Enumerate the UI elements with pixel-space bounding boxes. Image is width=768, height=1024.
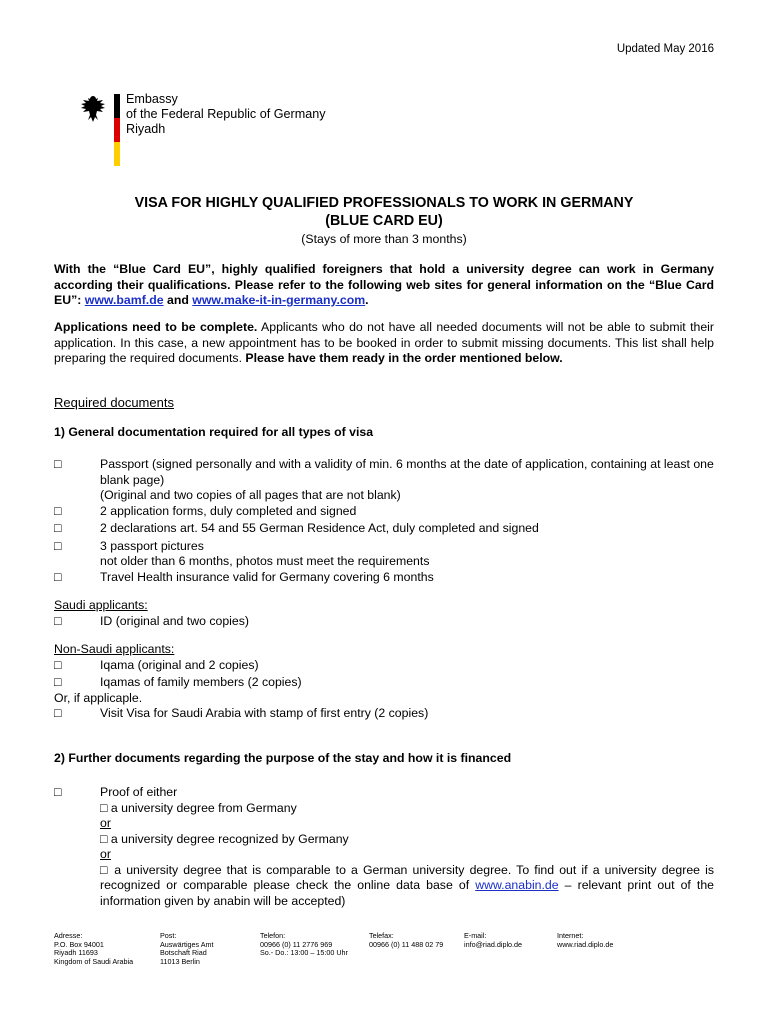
item-passport-note: (Original and two copies of all pages that are not blank) <box>100 488 401 502</box>
list-item <box>54 521 714 537</box>
checkbox-icon: □ <box>54 785 62 799</box>
letterhead-line-3: Riyadh <box>126 122 166 136</box>
section-2-heading: 2) Further documents regarding the purpose of the stay and how it is financed <box>54 751 512 765</box>
option-german-degree: □ a university degree from Germany <box>100 800 297 815</box>
list-item <box>54 539 714 570</box>
or-separator: or <box>100 847 111 861</box>
footer-address <box>54 932 133 966</box>
page-title-sub: (BLUE CARD EU) <box>325 213 443 229</box>
item-iqama: Iqama (original and 2 copies) <box>100 657 259 672</box>
federal-eagle-icon <box>80 94 106 124</box>
checkbox-icon: □ <box>54 503 62 518</box>
list-item <box>54 504 714 520</box>
option-recognized-degree: □ a university degree recognized by Germany <box>100 831 349 846</box>
list-item <box>54 614 714 630</box>
intro-text: With the “Blue Card EU”, highly qualified foreigners that hold a university degree can work in Germany according their qualifications. Please refer to the following web sites for general information on the “Blue Card EU”: <box>54 262 714 307</box>
saudi-applicants-heading: Saudi applicants: <box>54 598 148 612</box>
german-flag-bar <box>114 94 120 166</box>
embassy-name <box>126 92 326 137</box>
item-passport: Passport (signed personally and with a validity of min. 6 months at the date of application, containing at least one blank page) <box>100 457 714 487</box>
applications-bold-end: Please have them ready in the order mentioned below. <box>245 351 563 365</box>
list-item <box>54 675 714 691</box>
footer-address-line: Riyadh 11693 <box>54 948 98 958</box>
footer-phone <box>260 932 348 958</box>
section-2-list <box>54 785 714 909</box>
letterhead-line-2: of the Federal Republic of Germany <box>126 107 326 121</box>
checkbox-icon: □ <box>54 706 62 720</box>
or-separator: or <box>100 816 111 830</box>
item-family-iqamas: Iqamas of family members (2 copies) <box>100 675 302 689</box>
footer-email-label: E-mail: <box>464 931 487 940</box>
section-1-heading: 1) General documentation required for all types of visa <box>54 425 374 439</box>
footer-address-line: Kingdom of Saudi Arabia <box>54 956 134 966</box>
list-item <box>54 658 714 674</box>
proof-of-either: Proof of either <box>100 785 178 799</box>
embassy-letterhead <box>80 94 350 166</box>
item-pictures: 3 passport pictures <box>100 538 204 553</box>
footer-post-line: Botschaft Riad <box>160 948 207 958</box>
checkbox-icon: □ <box>54 675 62 689</box>
footer-fax-number: 00966 (0) 11 488 02 79 <box>369 939 444 949</box>
footer-email <box>464 932 522 949</box>
applications-body: Applicants who do not have all needed documents will not be able to submit their application. In this case, a new appointment has to be booked in order to submit missing documents. This list shall help preparing the required documents. <box>54 320 715 365</box>
footer-address-line: P.O. Box 94001 <box>54 939 104 949</box>
list-item <box>54 706 714 722</box>
footer-internet-label: Internet: <box>557 931 584 940</box>
list-item <box>54 570 714 586</box>
checkbox-icon: □ <box>54 657 62 672</box>
item-visit-visa: Visit Visa for Saudi Arabia with stamp of first entry (2 copies) <box>100 706 429 720</box>
footer-phone-number: 00966 (0) 11 2776 969 <box>260 939 333 949</box>
footer-internet <box>557 932 613 949</box>
list-item <box>54 457 714 504</box>
footer-post-line: 11013 Berlin <box>160 956 200 966</box>
footer-phone-hours: So.- Do.: 13:00 – 15:00 Uhr <box>260 948 348 958</box>
checkbox-icon: □ <box>54 569 62 584</box>
option-comparable-text: □ a university degree that is comparable to a German university degree. To find out if a university degree is recognized or comparable please check the online data base of <box>100 862 714 892</box>
bamf-link[interactable]: www.bamf.de <box>84 293 164 307</box>
item-declarations: 2 declarations art. 54 and 55 German Residence Act, duly completed and signed <box>100 521 539 535</box>
intro-and: and <box>163 293 193 307</box>
section-1-list <box>54 457 714 722</box>
make-it-in-germany-link[interactable]: www.make-it-in-germany.com <box>192 293 366 307</box>
footer-email-address[interactable]: info@riad.diplo.de <box>464 939 523 949</box>
footer-phone-label: Telefon: <box>260 931 286 940</box>
footer-post-label: Post: <box>160 931 177 940</box>
page-subtitle: (Stays of more than 3 months) <box>301 232 467 246</box>
page-title: VISA FOR HIGHLY QUALIFIED PROFESSIONALS TO WORK IN GERMANY <box>134 195 634 211</box>
anabin-link[interactable]: www.anabin.de <box>475 878 559 892</box>
footer-website[interactable]: www.riad.diplo.de <box>557 939 614 949</box>
list-item <box>54 785 714 909</box>
non-saudi-applicants-heading: Non-Saudi applicants: <box>54 642 175 656</box>
intro-end: . <box>365 293 369 307</box>
checkbox-icon: □ <box>54 457 62 471</box>
item-application-forms: 2 application forms, duly completed and signed <box>100 503 357 518</box>
option-comparable-degree <box>100 863 714 910</box>
checkbox-icon: □ <box>54 613 62 628</box>
checkbox-icon: □ <box>54 521 62 535</box>
option-comparable-end: – relevant print out of the information given by anabin will be accepted) <box>100 878 714 908</box>
updated-date: Updated May 2016 <box>616 43 714 55</box>
footer-fax <box>369 932 443 949</box>
applications-paragraph <box>54 320 714 367</box>
item-pictures-note: not older than 6 months, photos must meet the requirements <box>100 554 430 568</box>
intro-paragraph <box>54 262 714 309</box>
checkbox-icon: □ <box>54 538 62 553</box>
letterhead-line-1: Embassy <box>126 92 178 106</box>
required-documents-heading: Required documents <box>54 395 174 410</box>
footer-address-label: Adresse: <box>54 931 83 940</box>
applications-bold-start: Applications need to be complete. <box>54 320 258 334</box>
item-saudi-id: ID (original and two copies) <box>100 613 249 628</box>
item-health-insurance: Travel Health insurance valid for Germany covering 6 months <box>100 569 434 584</box>
footer-fax-label: Telefax: <box>369 931 394 940</box>
footer-post-line: Auswärtiges Amt <box>160 939 214 949</box>
or-if-applicable: Or, if applicaple. <box>54 690 143 705</box>
footer-post <box>160 932 214 966</box>
